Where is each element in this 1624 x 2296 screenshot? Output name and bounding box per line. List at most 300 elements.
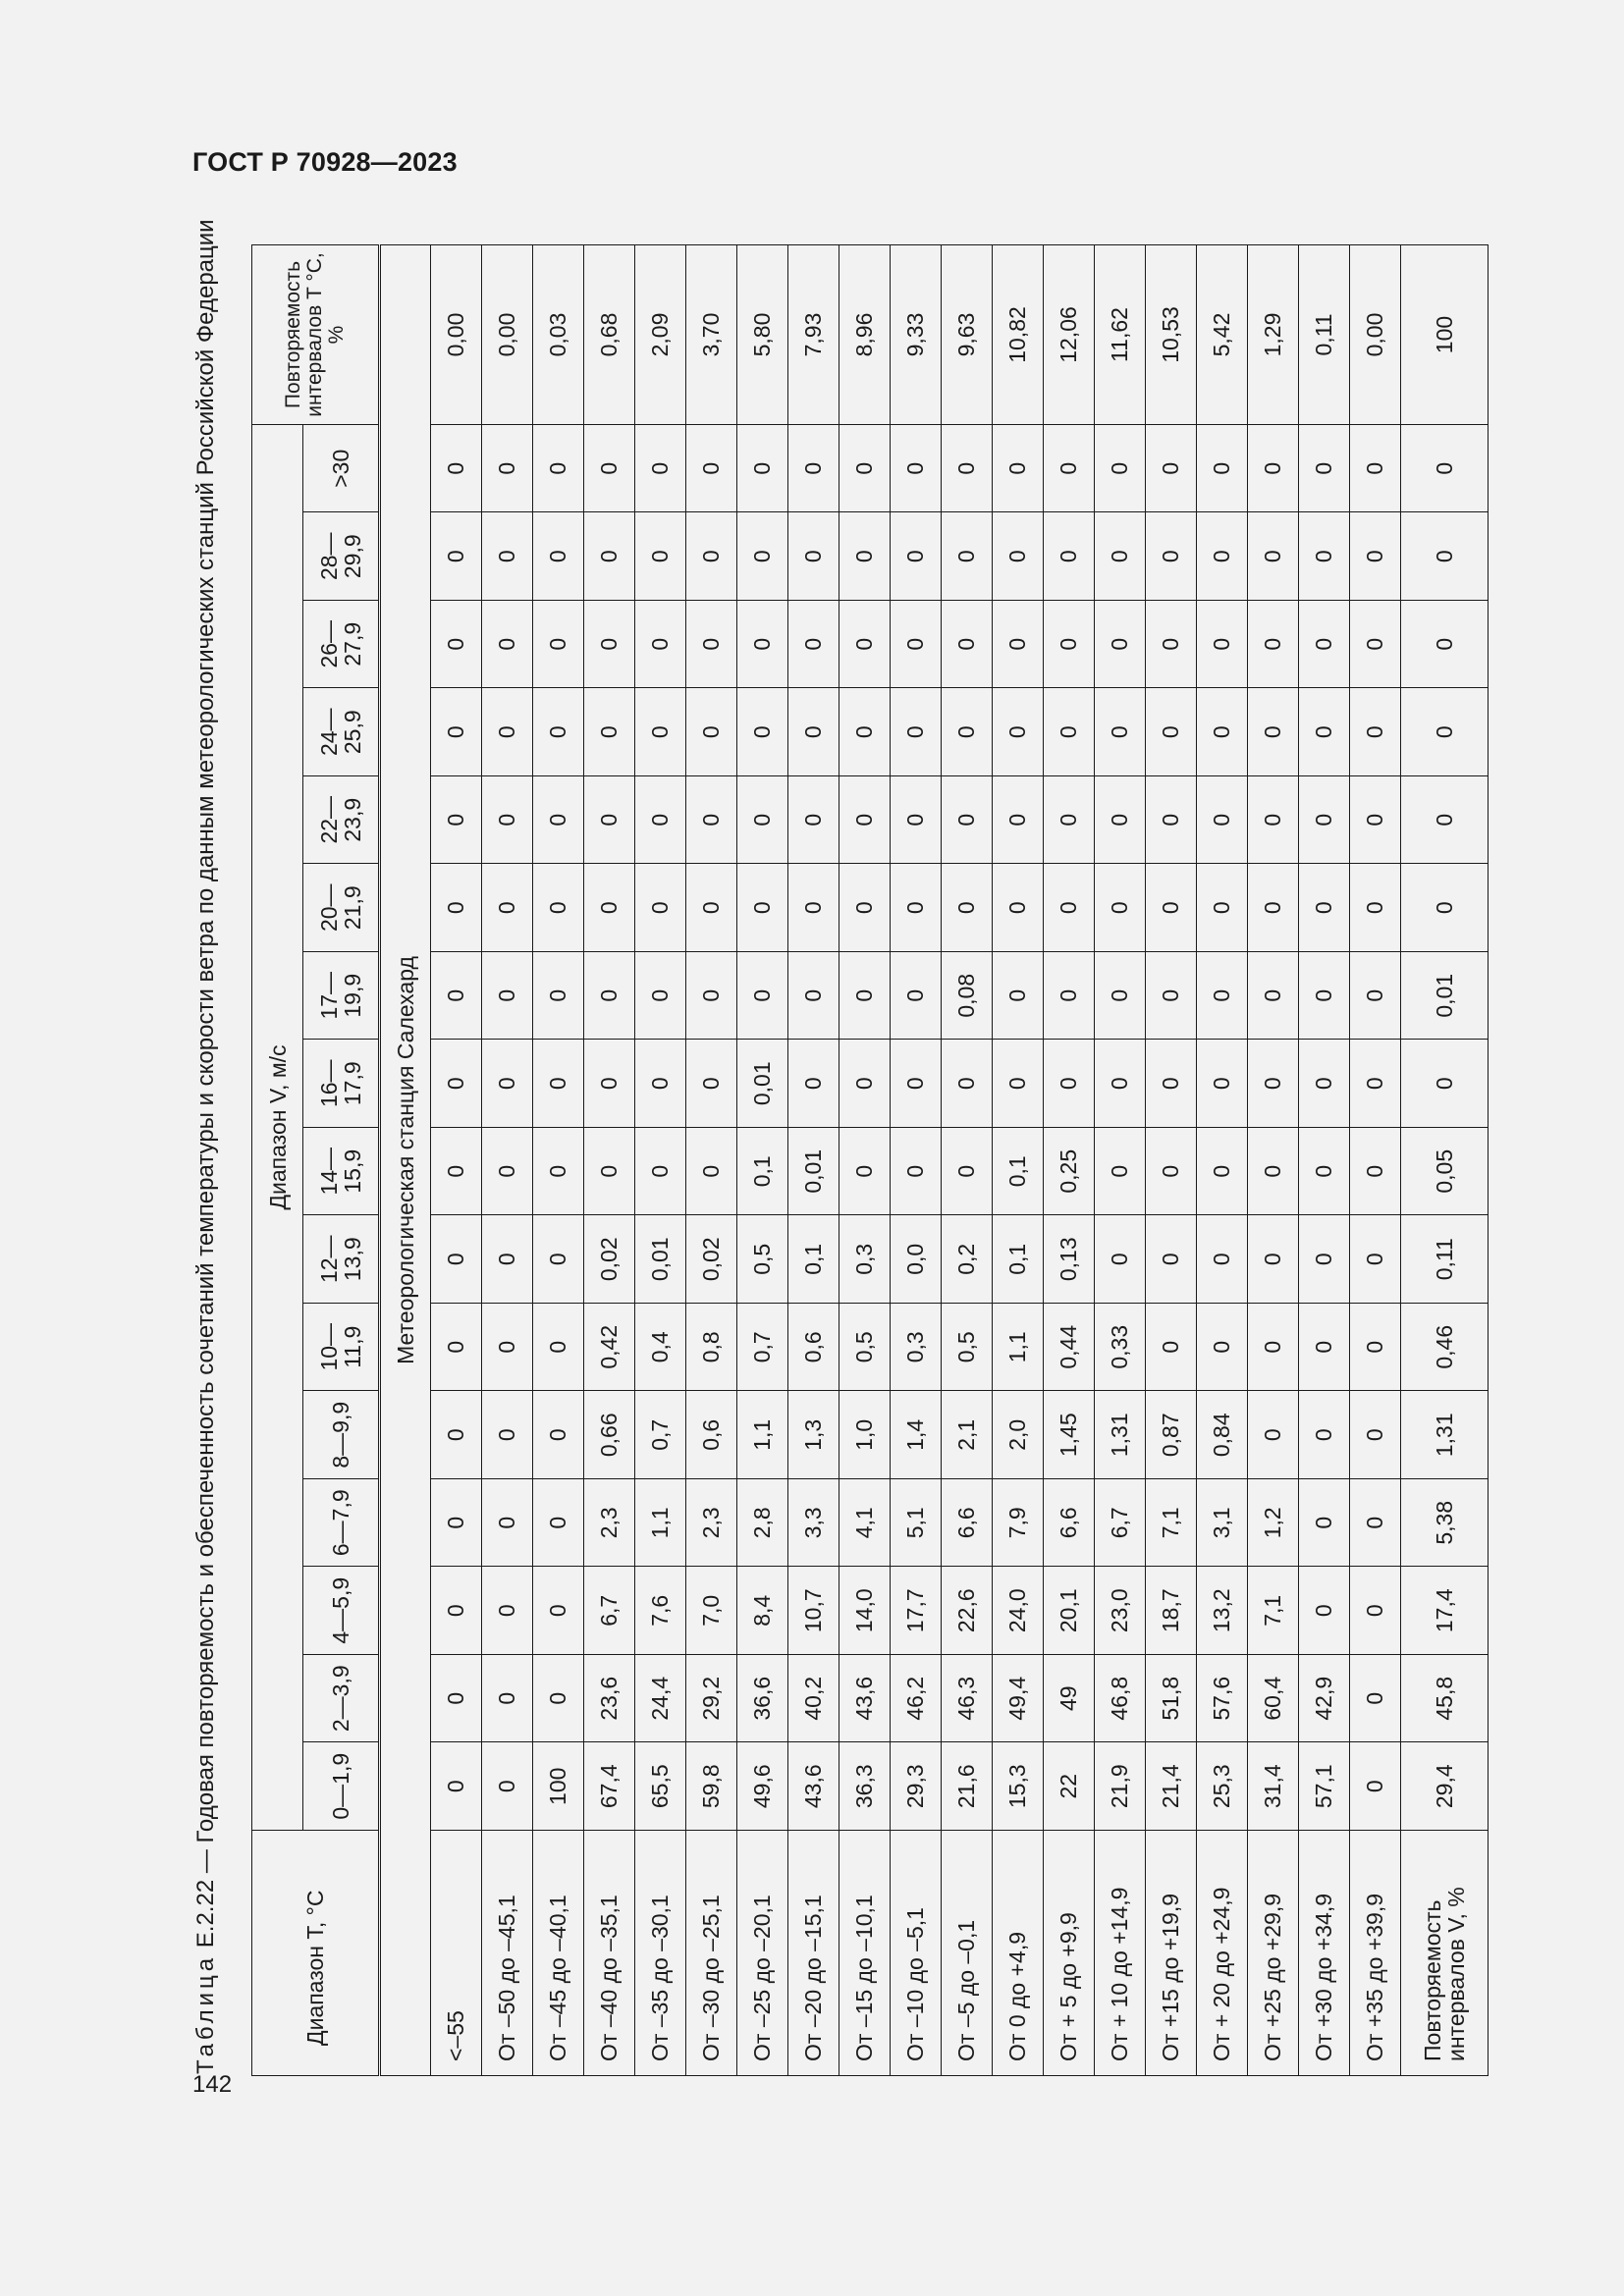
table-cell: 51,8 — [1146, 1655, 1197, 1743]
table-cell: 0 — [533, 601, 584, 689]
table-cell: 0 — [686, 425, 737, 513]
table-cell: 0 — [1350, 1742, 1401, 1831]
table-cell: 0 — [942, 688, 993, 776]
table-row — [686, 245, 737, 2076]
table-cell: 0 — [942, 425, 993, 513]
table-cell: 0,5 — [839, 1304, 891, 1392]
table-cell: 0,1 — [993, 1128, 1044, 1216]
table-cell: 0 — [1248, 425, 1299, 513]
table-cell: 0 — [891, 601, 942, 689]
row-label: От –45 до –40,1 — [533, 1831, 584, 2076]
table-cell: 0 — [1044, 425, 1095, 513]
row-label: От –30 до –25,1 — [686, 1831, 737, 2076]
table-cell: 0 — [1401, 1040, 1489, 1128]
table-cell: 23,6 — [584, 1655, 635, 1743]
table-caption — [190, 0, 247, 2076]
table-cell: 0,7 — [635, 1391, 686, 1479]
table-cell: 0 — [1197, 512, 1248, 601]
table-cell: 0,4 — [635, 1304, 686, 1392]
row-label: От –25 до –20,1 — [737, 1831, 788, 2076]
table-cell: 1,1 — [635, 1479, 686, 1568]
table-cell: 0 — [1350, 1128, 1401, 1216]
table-cell: 0,3 — [839, 1215, 891, 1304]
table-cell: 0 — [788, 512, 839, 601]
table-cell: 0 — [839, 864, 891, 952]
table-cell: 0 — [1248, 1304, 1299, 1392]
table-cell: 0 — [1248, 1128, 1299, 1216]
table-cell: 0 — [635, 512, 686, 601]
header-speed-bin: >30 — [303, 425, 380, 513]
table-cell: 0 — [482, 512, 533, 601]
table-cell: 45,8 — [1401, 1655, 1489, 1743]
table-cell: 0,5 — [942, 1304, 993, 1392]
table-cell: 0 — [1146, 1040, 1197, 1128]
header-speed-bin: 20—21,9 — [303, 864, 380, 952]
table-cell: 6,6 — [1044, 1479, 1095, 1568]
table-cell: 0 — [1350, 776, 1401, 865]
table-cell: 0 — [1044, 952, 1095, 1041]
table-cell: 57,1 — [1299, 1742, 1350, 1831]
table-cell: 0 — [431, 1567, 482, 1655]
table-row — [1299, 245, 1350, 2076]
header-speed-bin: 24—25,9 — [303, 688, 380, 776]
table-cell: 0 — [1299, 425, 1350, 513]
table-cell: 0,11 — [1401, 1215, 1489, 1304]
table-cell: 0 — [993, 425, 1044, 513]
row-repeatability: 8,96 — [839, 245, 891, 425]
table-cell: 0,84 — [1197, 1391, 1248, 1479]
table-cell: 0 — [1350, 1655, 1401, 1743]
table-cell: 0 — [431, 512, 482, 601]
table-cell: 0 — [431, 1304, 482, 1392]
table-row — [1095, 245, 1146, 2076]
table-cell: 0 — [839, 1128, 891, 1216]
table-cell: 0 — [839, 688, 891, 776]
table-cell: 0 — [942, 601, 993, 689]
table-cell: 0 — [788, 952, 839, 1041]
header-temp-range: Диапазон T, °C — [252, 1831, 380, 2076]
table-cell: 0 — [1401, 688, 1489, 776]
table-cell: 0 — [1350, 1391, 1401, 1479]
table-row — [635, 245, 686, 2076]
table-cell: 0 — [1044, 512, 1095, 601]
table-cell: 0,7 — [737, 1304, 788, 1392]
table-cell: 0 — [1350, 1479, 1401, 1568]
table-row — [1197, 245, 1248, 2076]
table-cell: 0 — [584, 601, 635, 689]
table-cell: 0 — [737, 425, 788, 513]
table-cell: 0 — [839, 601, 891, 689]
header-speed-bin: 2—3,9 — [303, 1655, 380, 1743]
table-cell: 43,6 — [839, 1655, 891, 1743]
header-speed-bin: 17—19,9 — [303, 952, 380, 1041]
station-name: Метеорологическая станция Салехард — [380, 245, 431, 2076]
table-cell: 0 — [839, 512, 891, 601]
table-cell: 0 — [431, 688, 482, 776]
table-cell: 0 — [993, 776, 1044, 865]
table-cell: 0 — [1197, 1040, 1248, 1128]
table-cell: 0 — [686, 952, 737, 1041]
table-cell: 49,4 — [993, 1655, 1044, 1743]
row-repeatability: 100 — [1401, 245, 1489, 425]
table-cell: 0 — [1044, 688, 1095, 776]
table-cell: 0,1 — [993, 1215, 1044, 1304]
table-cell: 0 — [788, 1040, 839, 1128]
table-cell: 0 — [431, 425, 482, 513]
row-label: От + 5 до +9,9 — [1044, 1831, 1095, 2076]
table-cell: 0 — [1350, 512, 1401, 601]
table-cell: 0 — [686, 1128, 737, 1216]
table-cell: 0 — [482, 1040, 533, 1128]
table-cell: 0 — [839, 425, 891, 513]
table-cell: 0 — [1095, 864, 1146, 952]
table-cell: 0 — [891, 864, 942, 952]
table-cell: 25,3 — [1197, 1742, 1248, 1831]
table-cell: 0 — [635, 1040, 686, 1128]
table-cell: 0 — [788, 688, 839, 776]
table-cell: 0 — [1299, 864, 1350, 952]
row-label: От +35 до +39,9 — [1350, 1831, 1401, 2076]
table-cell: 0 — [686, 601, 737, 689]
table-cell: 0 — [839, 952, 891, 1041]
row-label: От –50 до –45,1 — [482, 1831, 533, 2076]
table-cell: 2,0 — [993, 1391, 1044, 1479]
table-cell: 1,1 — [737, 1391, 788, 1479]
row-repeatability: 1,29 — [1248, 245, 1299, 425]
table-cell: 0 — [1248, 1040, 1299, 1128]
row-repeatability: 2,09 — [635, 245, 686, 425]
table-cell: 0 — [533, 1040, 584, 1128]
row-label: От –20 до –15,1 — [788, 1831, 839, 2076]
table-cell: 0,5 — [737, 1215, 788, 1304]
row-repeatability: 9,63 — [942, 245, 993, 425]
header-speed-bin: 22—23,9 — [303, 776, 380, 865]
table-cell: 0 — [635, 776, 686, 865]
table-cell: 46,3 — [942, 1655, 993, 1743]
table-cell: 0 — [1044, 864, 1095, 952]
table-cell: 0 — [993, 952, 1044, 1041]
table-cell: 42,9 — [1299, 1655, 1350, 1743]
table-cell: 0 — [1248, 512, 1299, 601]
table-cell: 0 — [1197, 1215, 1248, 1304]
table-cell: 23,0 — [1095, 1567, 1146, 1655]
table-cell: 0 — [1248, 864, 1299, 952]
table-cell: 67,4 — [584, 1742, 635, 1831]
table-cell: 0 — [839, 1040, 891, 1128]
header-speed-bin: 0—1,9 — [303, 1742, 380, 1831]
table-cell: 0 — [1350, 425, 1401, 513]
table-cell: 17,7 — [891, 1567, 942, 1655]
data-table — [251, 244, 1489, 2076]
table-cell: 0,02 — [686, 1215, 737, 1304]
total-row — [1401, 245, 1489, 2076]
header-speed-bin: 14—15,9 — [303, 1128, 380, 1216]
table-cell: 0 — [584, 1040, 635, 1128]
table-cell: 0 — [1095, 776, 1146, 865]
table-cell: 0,3 — [891, 1304, 942, 1392]
table-cell: 0 — [1350, 601, 1401, 689]
header-speed-bin: 6—7,9 — [303, 1479, 380, 1568]
row-label: От 0 до +4,9 — [993, 1831, 1044, 2076]
table-cell: 1,31 — [1401, 1391, 1489, 1479]
table-cell: 0 — [1350, 688, 1401, 776]
table-cell: 0 — [1044, 601, 1095, 689]
row-repeatability: 3,70 — [686, 245, 737, 425]
table-cell: 0 — [891, 952, 942, 1041]
table-cell: 36,6 — [737, 1655, 788, 1743]
table-cell: 0 — [533, 1215, 584, 1304]
table-cell: 0,02 — [584, 1215, 635, 1304]
table-cell: 0 — [635, 425, 686, 513]
table-cell: 1,3 — [788, 1391, 839, 1479]
table-cell: 0 — [635, 601, 686, 689]
row-label: От +15 до +19,9 — [1146, 1831, 1197, 2076]
row-label: От –15 до –10,1 — [839, 1831, 891, 2076]
table-cell: 0 — [533, 1479, 584, 1568]
table-cell: 0 — [533, 1567, 584, 1655]
table-cell: 22,6 — [942, 1567, 993, 1655]
table-cell: 7,1 — [1146, 1479, 1197, 1568]
header-speed-range: Диапазон V, м/с — [252, 425, 303, 1831]
table-cell: 0 — [533, 1128, 584, 1216]
table-cell: 0,08 — [942, 952, 993, 1041]
table-cell: 0 — [788, 864, 839, 952]
table-cell: 0 — [1299, 1567, 1350, 1655]
table-cell: 0 — [1299, 601, 1350, 689]
table-cell: 0,46 — [1401, 1304, 1489, 1392]
table-cell: 0 — [1146, 864, 1197, 952]
table-cell: 3,1 — [1197, 1479, 1248, 1568]
table-row — [737, 245, 788, 2076]
table-cell: 0 — [1095, 601, 1146, 689]
table-cell: 0 — [1197, 425, 1248, 513]
table-cell: 0 — [431, 1040, 482, 1128]
row-label: От + 20 до +24,9 — [1197, 1831, 1248, 2076]
table-cell: 0 — [533, 688, 584, 776]
table-cell: 0 — [891, 776, 942, 865]
table-cell: 0 — [942, 864, 993, 952]
table-cell: 0 — [482, 1391, 533, 1479]
table-cell: 0,01 — [788, 1128, 839, 1216]
table-cell: 0 — [942, 776, 993, 865]
table-cell: 0 — [635, 1128, 686, 1216]
table-cell: 0,0 — [891, 1215, 942, 1304]
row-label: От –5 до –0,1 — [942, 1831, 993, 2076]
table-cell: 0 — [1095, 1128, 1146, 1216]
table-cell: 0 — [533, 1655, 584, 1743]
table-cell: 0,13 — [1044, 1215, 1095, 1304]
table-cell: 0 — [1350, 1215, 1401, 1304]
table-cell: 0,44 — [1044, 1304, 1095, 1392]
table-cell: 0,1 — [737, 1128, 788, 1216]
row-repeatability: 10,82 — [993, 245, 1044, 425]
row-label: <–55 — [431, 1831, 482, 2076]
table-cell: 20,1 — [1044, 1567, 1095, 1655]
table-cell: 0 — [1248, 688, 1299, 776]
table-cell: 0 — [993, 864, 1044, 952]
table-cell: 0 — [1197, 688, 1248, 776]
table-cell: 0 — [891, 688, 942, 776]
table-cell: 0 — [1146, 688, 1197, 776]
table-cell: 2,3 — [584, 1479, 635, 1568]
table-cell: 0 — [533, 1304, 584, 1392]
table-cell: 0 — [891, 1040, 942, 1128]
table-cell: 0 — [533, 425, 584, 513]
table-cell: 0 — [993, 601, 1044, 689]
table-cell: 0 — [1299, 1040, 1350, 1128]
table-cell: 0 — [1146, 601, 1197, 689]
row-repeatability: 0,68 — [584, 245, 635, 425]
table-cell: 0 — [482, 1742, 533, 1831]
table-cell: 1,0 — [839, 1391, 891, 1479]
table-cell: 0 — [1248, 1215, 1299, 1304]
table-cell: 0 — [1146, 425, 1197, 513]
row-repeatability: 0,11 — [1299, 245, 1350, 425]
table-cell: 0 — [993, 688, 1044, 776]
table-cell: 1,45 — [1044, 1391, 1095, 1479]
table-cell: 0,2 — [942, 1215, 993, 1304]
table-cell: 0 — [1197, 952, 1248, 1041]
table-row — [788, 245, 839, 2076]
table-cell: 0 — [1401, 864, 1489, 952]
table-cell: 0 — [1299, 1479, 1350, 1568]
row-label: От –10 до –5,1 — [891, 1831, 942, 2076]
table-cell: 0 — [482, 1655, 533, 1743]
table-cell: 0 — [839, 776, 891, 865]
page-number: 142 — [192, 2071, 233, 2098]
table-cell: 7,6 — [635, 1567, 686, 1655]
table-cell: 0 — [482, 1304, 533, 1392]
table-cell: 0 — [431, 601, 482, 689]
table-cell: 57,6 — [1197, 1655, 1248, 1743]
table-cell: 8,4 — [737, 1567, 788, 1655]
table-cell: 0 — [1095, 952, 1146, 1041]
table-cell: 2,3 — [686, 1479, 737, 1568]
table-cell: 0,6 — [788, 1304, 839, 1392]
table-cell: 24,4 — [635, 1655, 686, 1743]
header-repeatability-t: Повторяемость интервалов T °C, % — [252, 245, 380, 425]
table-cell: 0 — [635, 688, 686, 776]
table-cell: 31,4 — [1248, 1742, 1299, 1831]
table-cell: 0 — [635, 864, 686, 952]
table-cell: 1,31 — [1095, 1391, 1146, 1479]
table-cell: 0 — [1095, 425, 1146, 513]
table-cell: 0 — [431, 1128, 482, 1216]
table-cell: 24,0 — [993, 1567, 1044, 1655]
table-cell: 7,0 — [686, 1567, 737, 1655]
table-cell: 0 — [584, 425, 635, 513]
table-cell: 0 — [737, 512, 788, 601]
table-cell: 43,6 — [788, 1742, 839, 1831]
table-cell: 0 — [482, 864, 533, 952]
table-cell: 46,2 — [891, 1655, 942, 1743]
table-cell: 0 — [584, 952, 635, 1041]
table-cell: 0 — [482, 1128, 533, 1216]
table-cell: 22 — [1044, 1742, 1095, 1831]
table-cell: 0,01 — [635, 1215, 686, 1304]
table-cell: 0,42 — [584, 1304, 635, 1392]
table-cell: 65,5 — [635, 1742, 686, 1831]
table-cell: 0 — [1401, 776, 1489, 865]
table-row — [431, 245, 482, 2076]
table-cell: 0 — [1146, 1215, 1197, 1304]
table-row — [1350, 245, 1401, 2076]
table-row — [839, 245, 891, 2076]
table-cell: 0 — [584, 688, 635, 776]
table-cell: 0 — [1350, 1304, 1401, 1392]
table-cell: 0,87 — [1146, 1391, 1197, 1479]
table-cell: 0 — [737, 952, 788, 1041]
table-cell: 0 — [1146, 512, 1197, 601]
table-cell: 0 — [1299, 1391, 1350, 1479]
table-cell: 0 — [1299, 1128, 1350, 1216]
table-cell: 1,1 — [993, 1304, 1044, 1392]
table-cell: 2,1 — [942, 1391, 993, 1479]
table-cell: 0 — [1248, 952, 1299, 1041]
table-row — [993, 245, 1044, 2076]
table-cell: 0 — [482, 1567, 533, 1655]
table-cell: 0,8 — [686, 1304, 737, 1392]
table-cell: 0 — [533, 512, 584, 601]
table-cell: 21,9 — [1095, 1742, 1146, 1831]
table-cell: 0,66 — [584, 1391, 635, 1479]
table-cell: 0 — [1095, 512, 1146, 601]
table-cell: 100 — [533, 1742, 584, 1831]
table-cell: 0 — [1197, 1304, 1248, 1392]
table-cell: 0 — [431, 776, 482, 865]
table-cell: 2,8 — [737, 1479, 788, 1568]
row-repeatability: 9,33 — [891, 245, 942, 425]
table-cell: 0 — [1044, 1040, 1095, 1128]
table-row — [533, 245, 584, 2076]
header-speed-bin: 10—11,9 — [303, 1304, 380, 1392]
table-cell: 17,4 — [1401, 1567, 1489, 1655]
table-cell: 0 — [1299, 776, 1350, 865]
table-cell: 0 — [993, 512, 1044, 601]
table-cell: 0 — [431, 864, 482, 952]
table-cell: 59,8 — [686, 1742, 737, 1831]
table-cell: 0 — [1095, 1215, 1146, 1304]
table-cell: 0 — [1146, 1304, 1197, 1392]
table-cell: 13,2 — [1197, 1567, 1248, 1655]
table-cell: 0 — [1350, 1040, 1401, 1128]
table-cell: 0 — [584, 512, 635, 601]
table-row — [942, 245, 993, 2076]
table-cell: 6,7 — [1095, 1479, 1146, 1568]
header-speed-bin: 16—17,9 — [303, 1040, 380, 1128]
table-cell: 0 — [737, 864, 788, 952]
table-cell: 0 — [482, 688, 533, 776]
table-cell: 0,25 — [1044, 1128, 1095, 1216]
table-cell: 0 — [737, 601, 788, 689]
row-repeatability: 0,00 — [482, 245, 533, 425]
table-cell: 1,4 — [891, 1391, 942, 1479]
table-cell: 0 — [1095, 1040, 1146, 1128]
table-cell: 0 — [737, 688, 788, 776]
table-cell: 21,4 — [1146, 1742, 1197, 1831]
table-cell: 36,3 — [839, 1742, 891, 1831]
table-cell: 0 — [431, 1215, 482, 1304]
table-cell: 0 — [686, 1040, 737, 1128]
table-cell: 0,01 — [1401, 952, 1489, 1041]
header-speed-bin: 4—5,9 — [303, 1567, 380, 1655]
rotated-table-block — [192, 0, 1512, 2076]
table-cell: 0 — [686, 512, 737, 601]
table-row — [1146, 245, 1197, 2076]
header-speed-bin: 28—29,9 — [303, 512, 380, 601]
table-cell: 0 — [891, 425, 942, 513]
table-row — [482, 245, 533, 2076]
